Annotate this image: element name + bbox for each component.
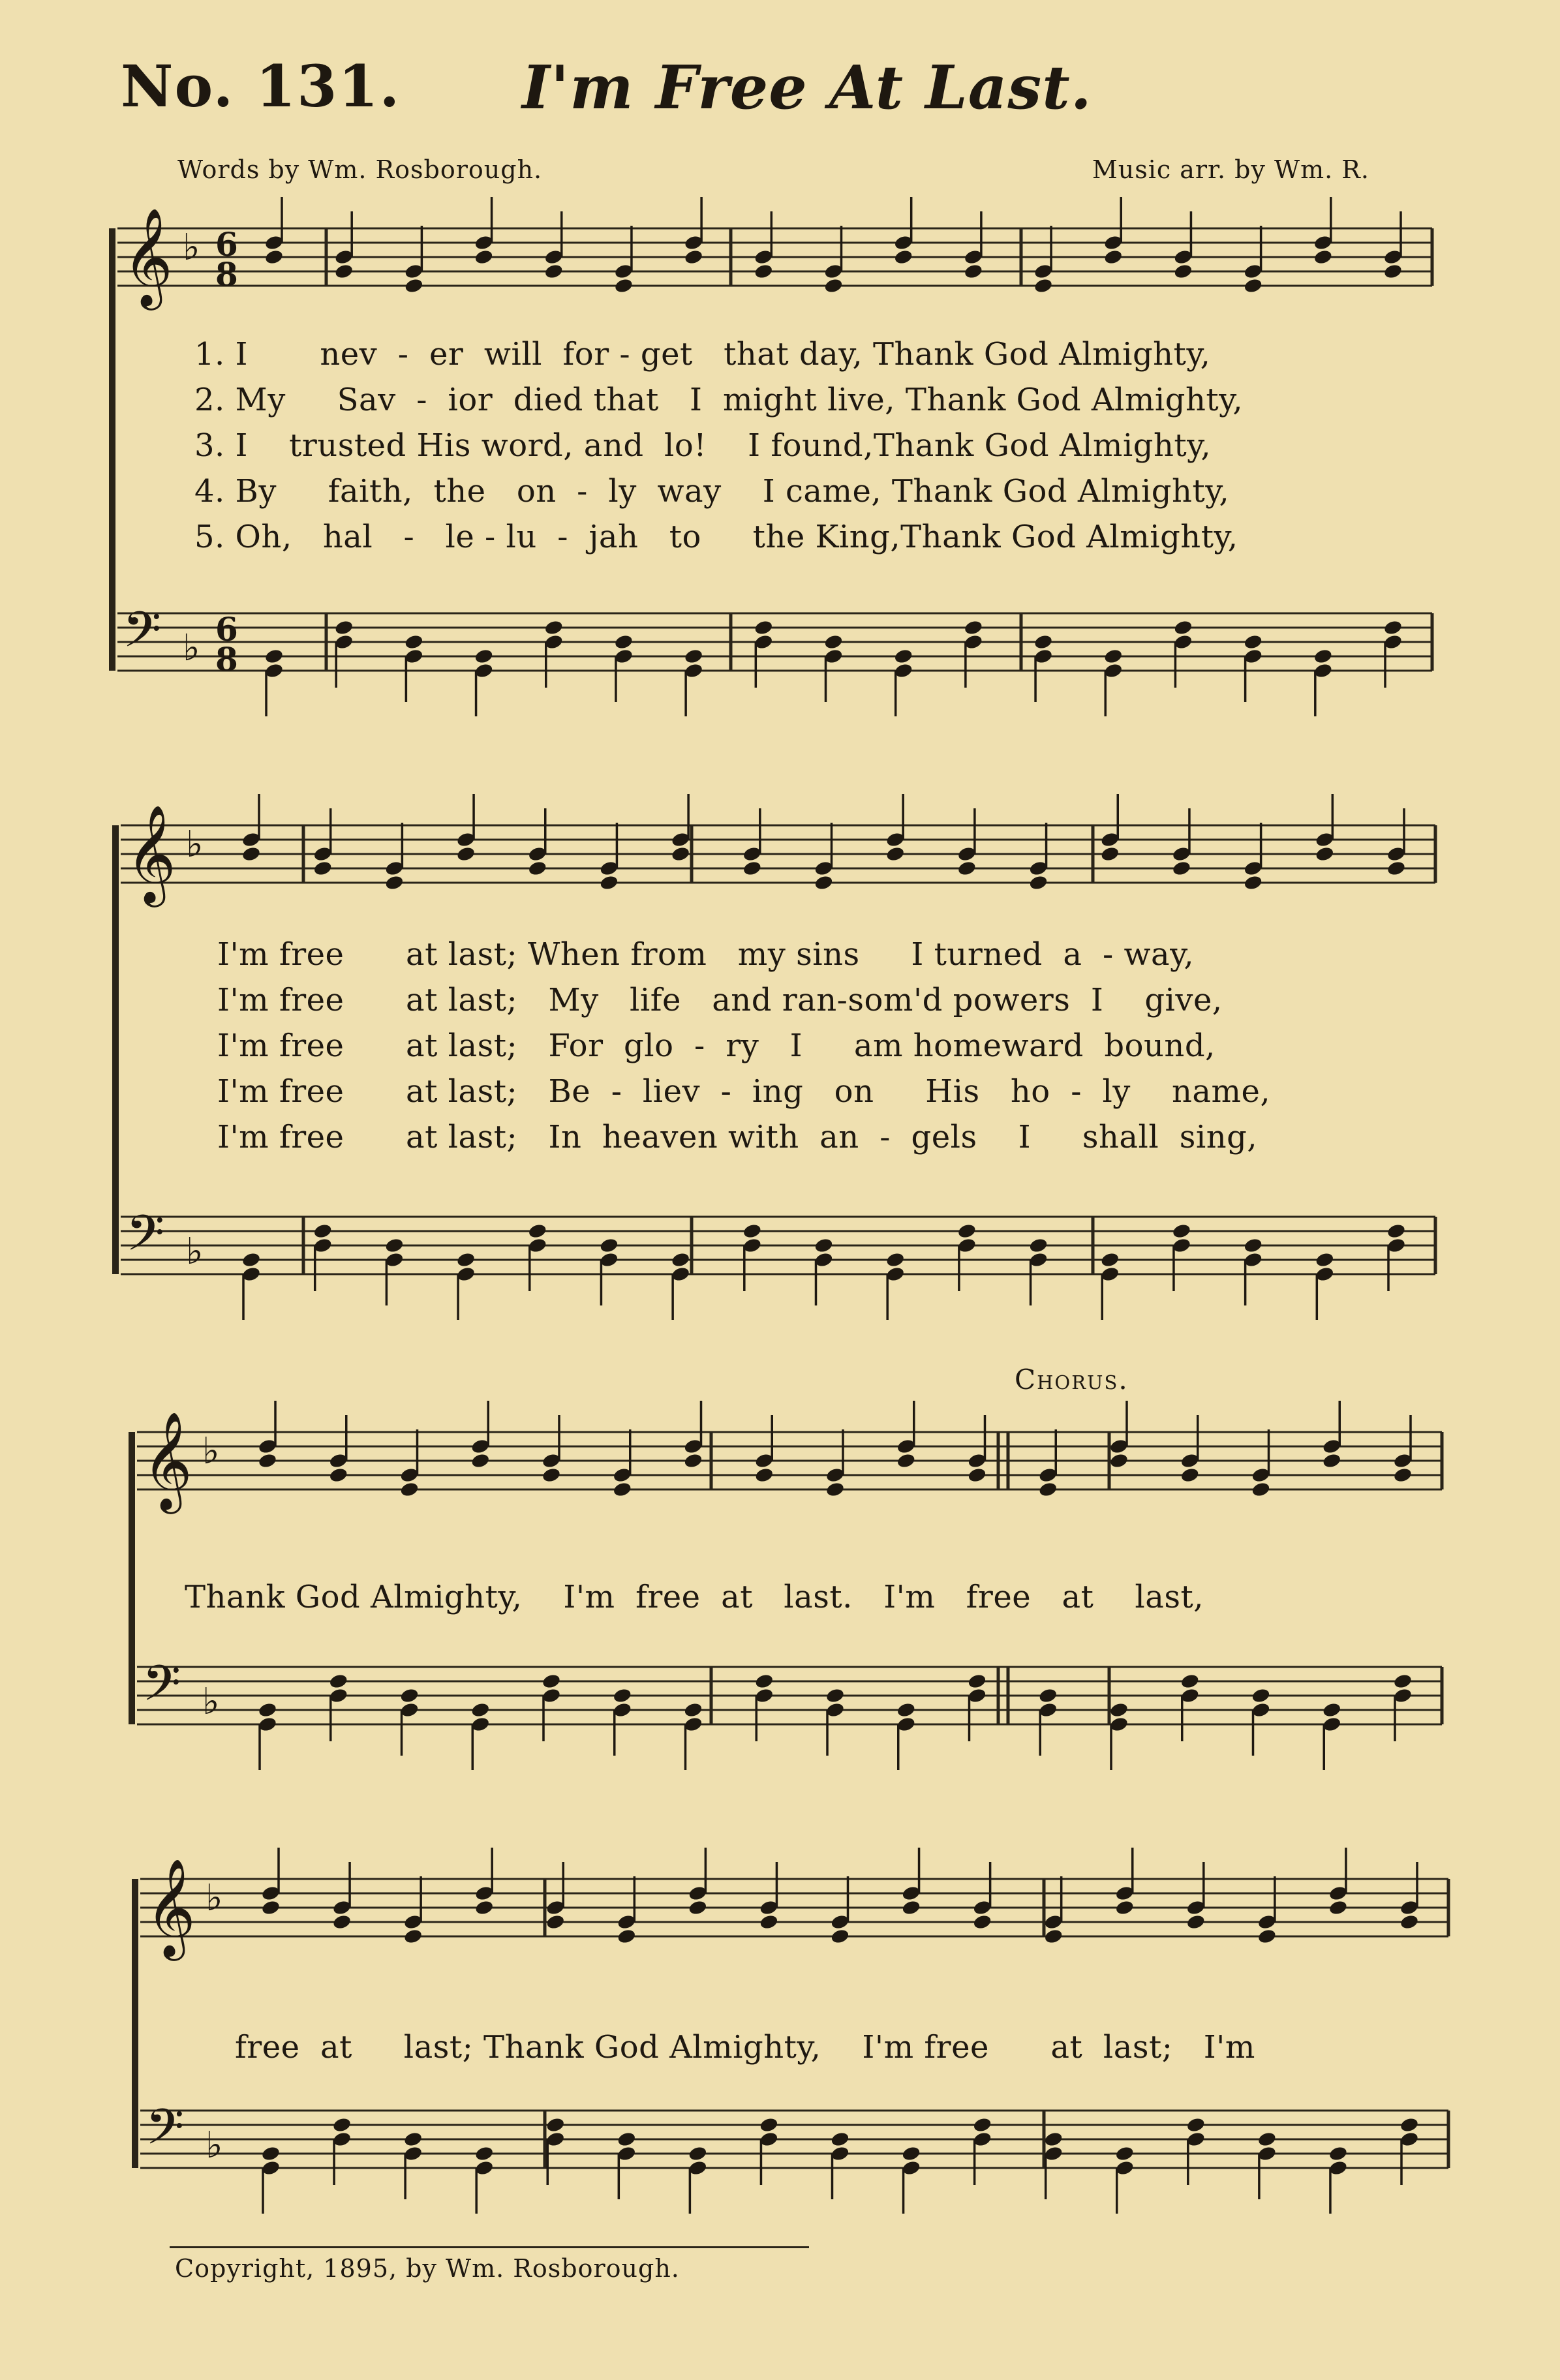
flat-icon: ♭ <box>206 1877 223 1919</box>
notehead <box>527 860 547 877</box>
notehead <box>972 1914 992 1930</box>
copyright-rule <box>170 2246 809 2248</box>
notehead <box>1100 1251 1120 1268</box>
notehead <box>384 874 405 891</box>
notehead <box>1038 1687 1058 1704</box>
notehead <box>683 1701 703 1718</box>
notehead <box>754 1673 774 1690</box>
notehead <box>264 648 284 665</box>
notehead <box>527 1223 547 1240</box>
notehead <box>612 1687 632 1704</box>
flat-icon: ♭ <box>202 1681 220 1723</box>
notehead <box>1383 263 1403 280</box>
notehead <box>759 1914 779 1930</box>
flat-icon: ♭ <box>186 1230 204 1273</box>
flat-icon: ♭ <box>183 226 200 269</box>
notehead <box>261 2145 281 2162</box>
notehead <box>474 249 494 266</box>
notehead <box>683 1452 703 1469</box>
notehead <box>1114 1899 1135 1916</box>
notehead <box>545 2116 566 2133</box>
bass-clef-icon: 𝄢 <box>123 601 162 671</box>
notehead <box>258 1452 278 1469</box>
notehead <box>617 2131 637 2148</box>
notehead <box>814 1237 834 1254</box>
notehead <box>1313 249 1334 266</box>
notehead <box>241 1251 262 1268</box>
notehead <box>1243 277 1263 294</box>
flat-icon: ♭ <box>183 627 200 669</box>
notehead <box>404 633 424 650</box>
treble-clef-icon: 𝄞 <box>145 1857 196 1957</box>
notehead <box>759 2116 779 2133</box>
notehead <box>688 1899 708 1916</box>
notehead <box>1114 2145 1135 2162</box>
notehead <box>1028 1237 1048 1254</box>
notehead <box>823 277 844 294</box>
notehead <box>241 846 262 862</box>
notehead <box>1109 1452 1129 1469</box>
notehead <box>901 2145 921 2162</box>
verse-5-line-2: I'm free at last; In heaven with an - gels I shall sing, <box>217 1119 1258 1155</box>
notehead <box>614 633 634 650</box>
notehead <box>1251 1481 1271 1498</box>
chorus-line-2: free at last; Thank God Almighty, I'm free at last; I'm <box>235 2029 1255 2066</box>
notehead <box>1172 860 1192 877</box>
notehead <box>261 1899 281 1916</box>
time-signature-bottom: 8 <box>215 640 238 679</box>
notehead <box>972 2116 992 2133</box>
notehead <box>901 1899 921 1916</box>
notehead <box>474 1899 495 1916</box>
notehead <box>332 1914 352 1930</box>
verse-3-line-1: 3. I trusted His word, and lo! I found,Thank God Almighty, <box>194 427 1212 464</box>
notehead <box>542 1673 562 1690</box>
notehead <box>1328 2145 1349 2162</box>
hymn-title: I'm Free At Last. <box>522 52 1092 123</box>
notehead <box>1028 874 1048 891</box>
notehead <box>684 249 704 266</box>
verse-2-line-1: 2. My Sav - ior died that I might live, Thank God Almighty, <box>194 382 1244 418</box>
notehead <box>1315 1251 1335 1268</box>
notehead <box>823 633 844 650</box>
notehead <box>1109 1701 1129 1718</box>
notehead <box>1322 1701 1342 1718</box>
notehead <box>688 2145 708 2162</box>
time-signature-bottom: 8 <box>215 255 238 294</box>
notehead <box>830 1928 850 1945</box>
verse-2-line-2: I'm free at last; My life and ran-som'd powers I give, <box>217 982 1223 1018</box>
notehead <box>258 1701 278 1718</box>
notehead <box>328 1673 348 1690</box>
notehead <box>754 619 774 636</box>
notehead <box>1103 648 1124 665</box>
notehead <box>384 1237 405 1254</box>
notehead <box>825 1687 846 1704</box>
notehead <box>1173 619 1193 636</box>
notehead <box>754 1467 774 1484</box>
chorus-label: Chorus. <box>1015 1364 1129 1396</box>
notehead <box>885 1251 906 1268</box>
notehead <box>1243 874 1263 891</box>
notehead <box>1033 277 1054 294</box>
verse-5-line-1: 5. Oh, hal - le - lu - jah to the King,Thank God Almighty, <box>194 519 1238 555</box>
notehead <box>893 648 913 665</box>
notehead <box>313 860 333 877</box>
notehead <box>814 874 834 891</box>
notehead <box>754 263 774 280</box>
notehead <box>1257 2131 1277 2148</box>
notehead <box>313 1223 333 1240</box>
notehead <box>964 619 984 636</box>
flat-icon: ♭ <box>202 1430 220 1472</box>
time-signature-top: 6 <box>215 610 238 648</box>
treble-clef-icon: 𝄞 <box>126 804 176 903</box>
notehead <box>967 1673 987 1690</box>
notehead <box>1180 1673 1200 1690</box>
notehead <box>1257 1928 1277 1945</box>
notehead <box>1322 1452 1342 1469</box>
notehead <box>474 648 494 665</box>
notehead <box>334 263 354 280</box>
notehead <box>1038 1481 1058 1498</box>
notehead <box>1103 249 1124 266</box>
bass-clef-icon: 𝄢 <box>145 2098 185 2168</box>
notehead <box>964 263 984 280</box>
notehead <box>334 619 354 636</box>
notehead <box>403 1928 423 1945</box>
notehead <box>264 249 284 266</box>
notehead <box>742 860 763 877</box>
flat-icon: ♭ <box>186 823 204 866</box>
verse-4-line-1: 4. By faith, the on - ly way I came, Thank God Almighty, <box>194 473 1230 510</box>
notehead <box>1180 1467 1200 1484</box>
notehead <box>671 846 691 862</box>
notehead <box>896 1452 916 1469</box>
notehead <box>885 846 906 862</box>
notehead <box>1313 648 1334 665</box>
notehead <box>612 1481 632 1498</box>
notehead <box>967 1467 987 1484</box>
notehead <box>328 1467 348 1484</box>
notehead <box>456 1251 476 1268</box>
notehead <box>1172 1223 1192 1240</box>
notehead <box>599 1237 619 1254</box>
notehead <box>742 1223 763 1240</box>
treble-clef-icon: 𝄞 <box>142 1411 192 1510</box>
notehead <box>1386 860 1407 877</box>
notehead <box>617 1928 637 1945</box>
notehead <box>684 648 704 665</box>
notehead <box>1251 1687 1271 1704</box>
verse-1-line-1: 1. I nev - er will for - get that day, Thank God Almighty, <box>194 336 1211 373</box>
treble-clef-icon: 𝄞 <box>123 207 173 306</box>
notehead <box>545 1914 566 1930</box>
notehead <box>542 1467 562 1484</box>
notehead <box>1243 633 1263 650</box>
notehead <box>1386 1223 1407 1240</box>
notehead <box>1033 633 1054 650</box>
verse-3-line-2: I'm free at last; For glo - ry I am homeward bound, <box>217 1028 1216 1064</box>
notehead <box>825 1481 846 1498</box>
verse-4-line-2: I'm free at last; Be - liev - ing on His ho - ly name, <box>217 1073 1271 1110</box>
music-credit: Music arr. by Wm. R. <box>1092 155 1369 184</box>
notehead <box>470 1701 491 1718</box>
notehead <box>399 1481 420 1498</box>
notehead <box>957 1223 977 1240</box>
notehead <box>1243 1237 1263 1254</box>
notehead <box>1043 1928 1063 1945</box>
notehead <box>614 277 634 294</box>
notehead <box>1100 846 1120 862</box>
notehead <box>1043 2131 1063 2148</box>
notehead <box>474 2145 495 2162</box>
hymn-number: No. 131. <box>121 52 401 120</box>
notehead <box>470 1452 491 1469</box>
words-credit: Words by Wm. Rosborough. <box>177 155 543 184</box>
notehead <box>1173 263 1193 280</box>
notehead <box>957 860 977 877</box>
notehead <box>399 1687 420 1704</box>
notehead <box>332 2116 352 2133</box>
notehead <box>1328 1899 1349 1916</box>
verse-1-line-2: I'm free at last; When from my sins I turned a - way, <box>217 936 1195 973</box>
notehead <box>1393 1673 1413 1690</box>
bass-clef-icon: 𝄢 <box>142 1655 181 1724</box>
notehead <box>543 263 564 280</box>
time-signature-top: 6 <box>215 225 238 264</box>
notehead <box>671 1251 691 1268</box>
notehead <box>404 277 424 294</box>
chorus-line-1: Thank God Almighty, I'm free at last. I'm free at last, <box>185 1579 1204 1615</box>
notehead <box>1315 846 1335 862</box>
notehead <box>896 1701 916 1718</box>
notehead <box>456 846 476 862</box>
notehead <box>893 249 913 266</box>
flat-icon: ♭ <box>206 2124 223 2167</box>
notehead <box>1399 1914 1420 1930</box>
notehead <box>403 2131 423 2148</box>
notehead <box>1186 1914 1206 1930</box>
notehead <box>1399 2116 1420 2133</box>
notehead <box>1393 1467 1413 1484</box>
notehead <box>543 619 564 636</box>
notehead <box>1383 619 1403 636</box>
notehead <box>599 874 619 891</box>
copyright-notice: Copyright, 1895, by Wm. Rosborough. <box>175 2254 680 2283</box>
notehead <box>830 2131 850 2148</box>
notehead <box>1186 2116 1206 2133</box>
bass-clef-icon: 𝄢 <box>126 1204 165 1274</box>
